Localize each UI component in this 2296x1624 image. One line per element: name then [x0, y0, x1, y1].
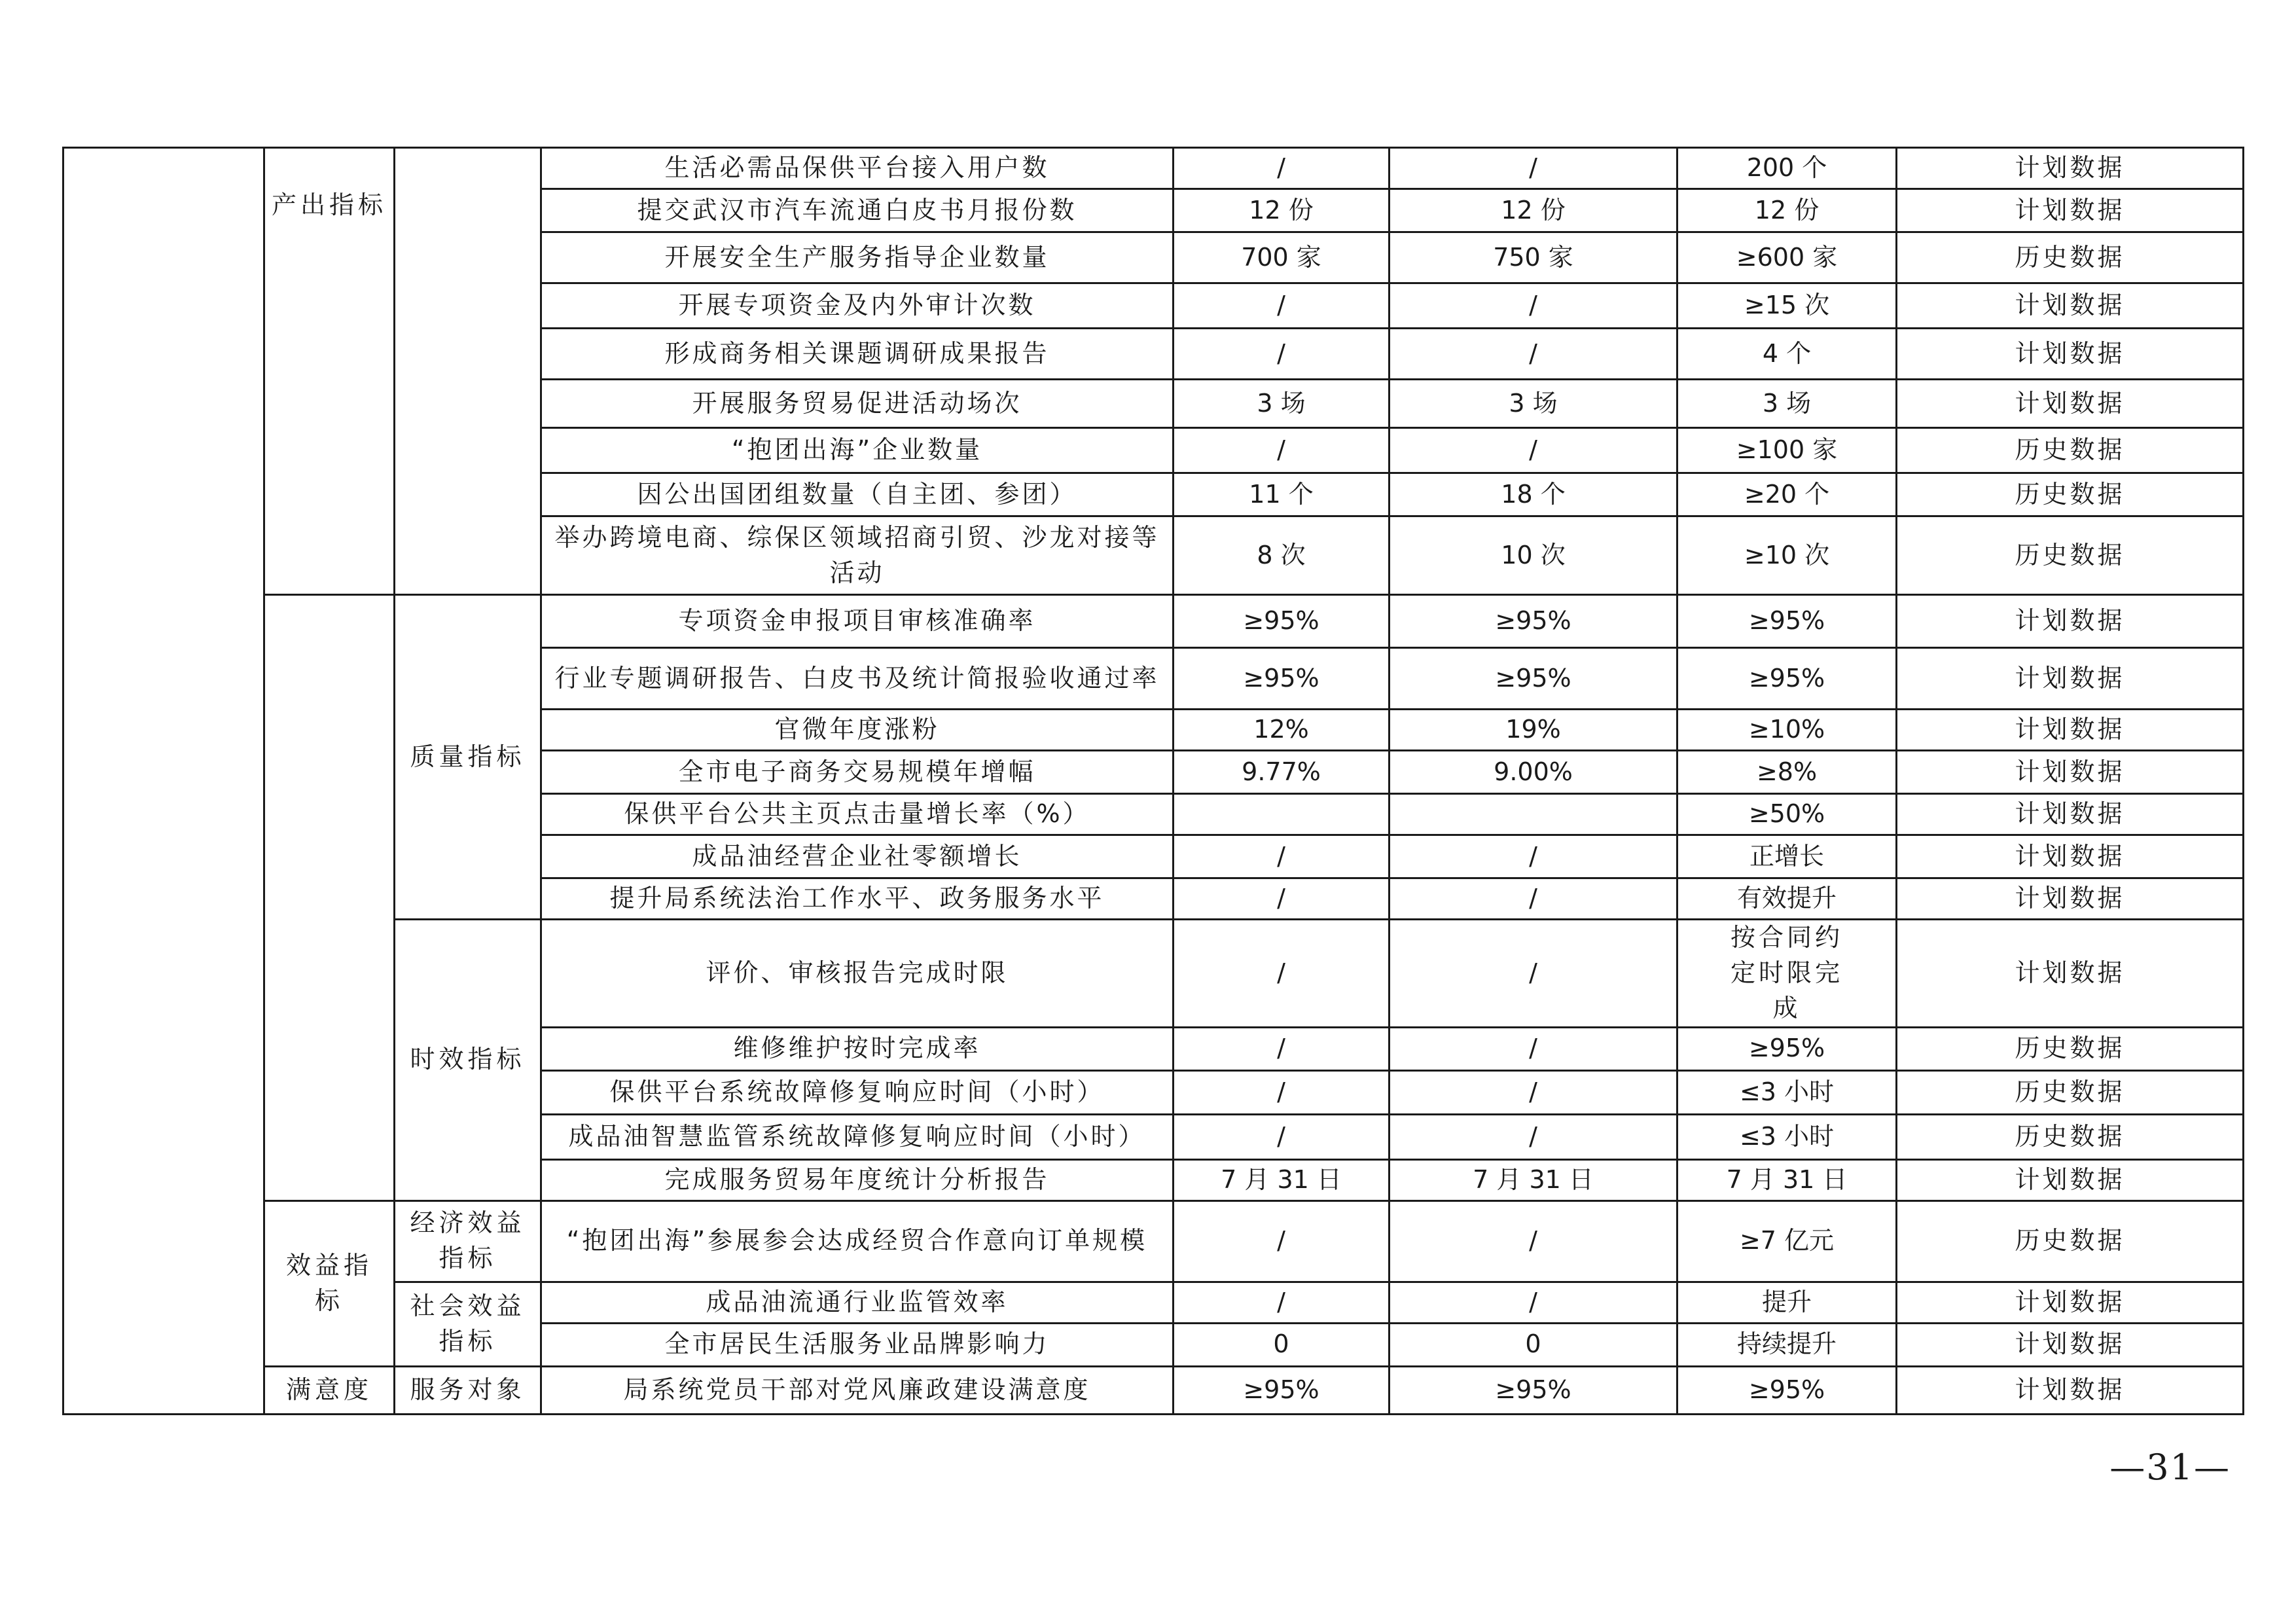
value-col2: / [1390, 1282, 1677, 1323]
indicator-name: 局系统党员干部对党风廉政建设满意度 [541, 1366, 1174, 1414]
value-col2: 750 家 [1390, 232, 1677, 283]
indicator-name: 开展专项资金及内外审计次数 [541, 283, 1174, 329]
value-col2: / [1390, 1027, 1677, 1070]
level2-quality: 质量指标 [395, 595, 541, 920]
value-col1: 0 [1174, 1323, 1390, 1366]
value-col2: 18 个 [1390, 473, 1677, 516]
basis-text: 历史数据 [1897, 428, 2244, 473]
level2-service: 服务对象 [395, 1366, 541, 1414]
basis-text: 计划数据 [1897, 1159, 2244, 1200]
level1-blank-cell [264, 595, 395, 1201]
target-value: ≥95% [1677, 648, 1897, 710]
value-col1: 11 个 [1174, 473, 1390, 516]
level2-timeliness: 时效指标 [395, 920, 541, 1201]
value-col1: / [1174, 148, 1390, 189]
value-col1: / [1174, 329, 1390, 380]
indicator-name: 生活必需品保供平台接入用户数 [541, 148, 1174, 189]
value-col2: / [1390, 148, 1677, 189]
target-value: ≥95% [1677, 1027, 1897, 1070]
target-value: ≥20 个 [1677, 473, 1897, 516]
value-col1: 3 场 [1174, 380, 1390, 428]
value-col1: 12% [1174, 710, 1390, 751]
basis-text: 计划数据 [1897, 920, 2244, 1028]
basis-text: 计划数据 [1897, 648, 2244, 710]
indicator-name: 行业专题调研报告、白皮书及统计简报验收通过率 [541, 648, 1174, 710]
target-value: ≥100 家 [1677, 428, 1897, 473]
level2-social: 社会效益指标 [395, 1282, 541, 1366]
indicator-name: 成品油智慧监管系统故障修复响应时间（小时） [541, 1114, 1174, 1159]
target-value: 4 个 [1677, 329, 1897, 380]
value-col1: 12 份 [1174, 189, 1390, 232]
target-value: ≤3 小时 [1677, 1070, 1897, 1114]
value-col2: ≥95% [1390, 595, 1677, 648]
level1-benefit: 效益指标 [264, 1200, 395, 1366]
value-col1: / [1174, 835, 1390, 878]
basis-text: 历史数据 [1897, 473, 2244, 516]
basis-text: 历史数据 [1897, 232, 2244, 283]
target-value: ≥8% [1677, 751, 1897, 794]
target-value: ≥15 次 [1677, 283, 1897, 329]
value-col2: / [1390, 283, 1677, 329]
value-col2: / [1390, 878, 1677, 920]
indicator-name: “抱团出海”企业数量 [541, 428, 1174, 473]
indicator-name: 提升局系统法治工作水平、政务服务水平 [541, 878, 1174, 920]
indicator-name: 成品油经营企业社零额增长 [541, 835, 1174, 878]
basis-text: 历史数据 [1897, 1070, 2244, 1114]
indicator-name: 开展服务贸易促进活动场次 [541, 380, 1174, 428]
target-value: ≥600 家 [1677, 232, 1897, 283]
basis-text: 计划数据 [1897, 1282, 2244, 1323]
value-col1: 7 月 31 日 [1174, 1159, 1390, 1200]
value-col2: / [1390, 1200, 1677, 1282]
basis-text: 历史数据 [1897, 1027, 2244, 1070]
value-col1: ≥95% [1174, 648, 1390, 710]
value-col2: / [1390, 1114, 1677, 1159]
target-value: 提升 [1677, 1282, 1897, 1323]
value-col2: 7 月 31 日 [1390, 1159, 1677, 1200]
indicator-name: 全市居民生活服务业品牌影响力 [541, 1323, 1174, 1366]
indicator-name: 成品油流通行业监管效率 [541, 1282, 1174, 1323]
value-col2: 0 [1390, 1323, 1677, 1366]
value-col2: / [1390, 835, 1677, 878]
target-value: ≥95% [1677, 1366, 1897, 1414]
value-col1: 8 次 [1174, 516, 1390, 595]
basis-text: 计划数据 [1897, 595, 2244, 648]
value-col2: ≥95% [1390, 1366, 1677, 1414]
basis-text: 计划数据 [1897, 878, 2244, 920]
value-col1 [1174, 794, 1390, 835]
target-value: 正增长 [1677, 835, 1897, 878]
level2-blank-cell [395, 148, 541, 595]
value-col2: ≥95% [1390, 648, 1677, 710]
basis-text: 计划数据 [1897, 835, 2244, 878]
indicator-name: 举办跨境电商、综保区领域招商引贸、沙龙对接等活动 [541, 516, 1174, 595]
value-col1: / [1174, 1200, 1390, 1282]
indicator-name: 全市电子商务交易规模年增幅 [541, 751, 1174, 794]
value-col1: / [1174, 428, 1390, 473]
blank-first-column-cell [63, 148, 264, 1415]
level2-economic: 经济效益指标 [395, 1200, 541, 1282]
basis-text: 计划数据 [1897, 329, 2244, 380]
value-col1: / [1174, 1027, 1390, 1070]
indicator-name: 提交武汉市汽车流通白皮书月报份数 [541, 189, 1174, 232]
indicator-name: “抱团出海”参展参会达成经贸合作意向订单规模 [541, 1200, 1174, 1282]
basis-text: 计划数据 [1897, 751, 2244, 794]
value-col2: 3 场 [1390, 380, 1677, 428]
target-value: ≥50% [1677, 794, 1897, 835]
value-col1: / [1174, 1070, 1390, 1114]
level1-output: 产出指标 [264, 148, 395, 595]
basis-text: 计划数据 [1897, 148, 2244, 189]
indicator-name: 因公出国团组数量（自主团、参团） [541, 473, 1174, 516]
value-col1: 700 家 [1174, 232, 1390, 283]
target-value: ≤3 小时 [1677, 1114, 1897, 1159]
target-value: ≥7 亿元 [1677, 1200, 1897, 1282]
value-col1: / [1174, 283, 1390, 329]
target-value: 3 场 [1677, 380, 1897, 428]
indicator-name: 保供平台公共主页点击量增长率（%） [541, 794, 1174, 835]
basis-text: 计划数据 [1897, 283, 2244, 329]
value-col1: ≥95% [1174, 1366, 1390, 1414]
level1-satisfaction: 满意度 [264, 1366, 395, 1414]
target-value: 按合同约定时限完成 [1677, 920, 1897, 1028]
target-value: ≥10% [1677, 710, 1897, 751]
indicator-name: 评价、审核报告完成时限 [541, 920, 1174, 1028]
value-col1: 9.77% [1174, 751, 1390, 794]
indicator-name: 专项资金申报项目审核准确率 [541, 595, 1174, 648]
basis-text: 计划数据 [1897, 1323, 2244, 1366]
target-value: 200 个 [1677, 148, 1897, 189]
indicator-name: 完成服务贸易年度统计分析报告 [541, 1159, 1174, 1200]
value-col2: / [1390, 329, 1677, 380]
value-col2: 10 次 [1390, 516, 1677, 595]
target-value: 12 份 [1677, 189, 1897, 232]
value-col1: / [1174, 878, 1390, 920]
target-value: 7 月 31 日 [1677, 1159, 1897, 1200]
basis-text: 历史数据 [1897, 1200, 2244, 1282]
value-col2: / [1390, 920, 1677, 1028]
value-col2: 12 份 [1390, 189, 1677, 232]
performance-indicator-table [62, 147, 2244, 1415]
value-col1: / [1174, 920, 1390, 1028]
target-value: ≥10 次 [1677, 516, 1897, 595]
target-value: ≥95% [1677, 595, 1897, 648]
value-col2: / [1390, 428, 1677, 473]
basis-text: 计划数据 [1897, 189, 2244, 232]
indicator-name: 官微年度涨粉 [541, 710, 1174, 751]
value-col2: 19% [1390, 710, 1677, 751]
target-value: 持续提升 [1677, 1323, 1897, 1366]
indicator-name: 形成商务相关课题调研成果报告 [541, 329, 1174, 380]
basis-text: 计划数据 [1897, 794, 2244, 835]
page-number: —31— [2109, 1447, 2231, 1488]
indicator-name: 开展安全生产服务指导企业数量 [541, 232, 1174, 283]
value-col1: / [1174, 1114, 1390, 1159]
basis-text: 计划数据 [1897, 380, 2244, 428]
value-col2: 9.00% [1390, 751, 1677, 794]
indicator-name: 保供平台系统故障修复响应时间（小时） [541, 1070, 1174, 1114]
indicator-name: 维修维护按时完成率 [541, 1027, 1174, 1070]
value-col2 [1390, 794, 1677, 835]
value-col1: / [1174, 1282, 1390, 1323]
value-col2: / [1390, 1070, 1677, 1114]
value-col1: ≥95% [1174, 595, 1390, 648]
basis-text: 计划数据 [1897, 1366, 2244, 1414]
target-value: 有效提升 [1677, 878, 1897, 920]
basis-text: 计划数据 [1897, 710, 2244, 751]
basis-text: 历史数据 [1897, 516, 2244, 595]
basis-text: 历史数据 [1897, 1114, 2244, 1159]
